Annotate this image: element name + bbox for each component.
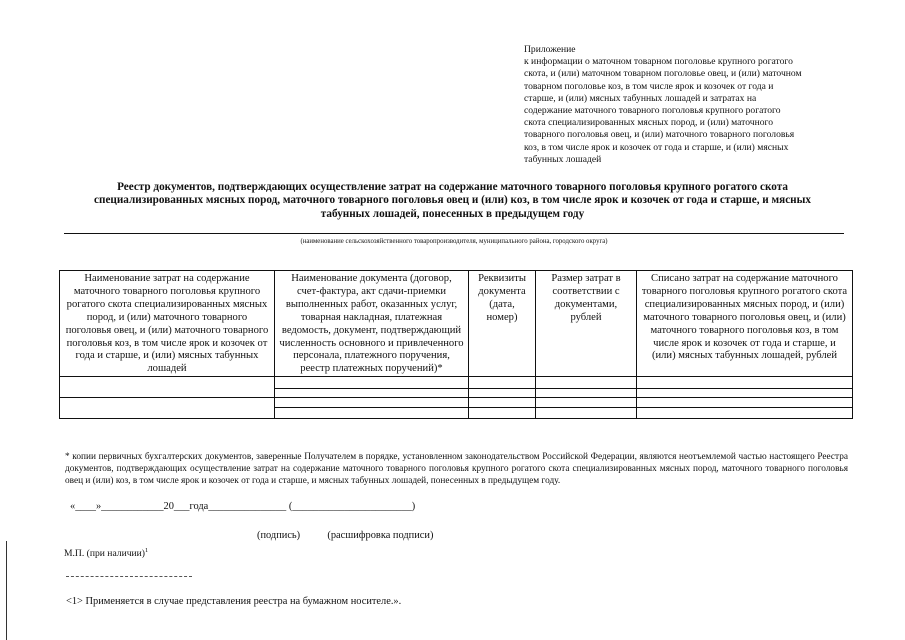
header-expense-amount: Размер затрат в соответствии с документами, рублей xyxy=(536,271,637,377)
registry-table xyxy=(59,270,853,419)
table-cell xyxy=(536,389,637,398)
signature-label: (подпись) xyxy=(257,530,301,541)
header-written-off: Списано затрат на содержание маточного товарного поголовья крупного рогатого скота специализированных мясных пород, и (или) маточного товарного поголовья овец, и (или) маточного товарного поголовья коз, в том числе ярок и козочек от года и старше, и (или) мясных табунных лошадей, рублей xyxy=(637,271,853,377)
table-cell xyxy=(536,408,637,419)
signature-labels xyxy=(257,530,433,541)
table-cell xyxy=(637,389,853,398)
organization-name-line xyxy=(64,233,844,234)
table-cell xyxy=(637,377,853,389)
header-document-name: Наименование документа (договор, счет-фактура, акт сдачи-приемки выполненных работ, оказанных услуг, товарная накладная, платежная ведомость, документ, подтверждающий численность основного и привлеченного персонала, платежного поручения, реестр платежных поручений)* xyxy=(275,271,469,377)
table-cell xyxy=(275,398,469,408)
stamp-placeholder xyxy=(64,547,148,559)
date-signature-line: «____»____________20___года_______________ (_______________________) xyxy=(70,501,416,512)
paper-note: <1> Применяется в случае представления реестра на бумажном носителе.». xyxy=(66,596,402,607)
appendix-line: скота, и (или) маточном товарном поголовье овец, и (или) маточном xyxy=(524,68,802,80)
table-cell xyxy=(469,389,536,398)
appendix-line: содержание маточного товарного поголовья крупного рогатого xyxy=(524,105,781,117)
table-cell xyxy=(637,408,853,419)
table-header-row xyxy=(60,271,853,377)
table-cell xyxy=(637,398,853,408)
table-cell xyxy=(275,377,469,389)
title-line: Реестр документов, подтверждающих осуществление затрат на содержание маточного товарного поголовья крупного рогатого скота xyxy=(117,181,788,193)
appendix-line: к информации о маточном товарном поголовье крупного рогатого xyxy=(524,56,793,68)
table-row xyxy=(60,398,853,408)
stamp-label: М.П. (при наличии) xyxy=(64,548,145,560)
table-cell xyxy=(60,377,275,398)
stamp-footnote-mark: 1 xyxy=(145,547,149,554)
scan-margin-line xyxy=(6,541,7,640)
header-expense-name: Наименование затрат на содержание маточного товарного поголовья крупного рогатого скота специализированных мясных пород, и (или) маточного товарного поголовья овец, и (или) маточного товарного поголовья коз, в том числе ярок и козочек от года и старше, и (или) мясных табунных лошадей xyxy=(60,271,275,377)
table-cell xyxy=(469,398,536,408)
signature-decode-label: (расшифровка подписи) xyxy=(327,530,434,541)
appendix-line: коз, в том числе ярок и козочек от года и старше, и (или) мясных xyxy=(524,141,789,153)
appendix-line: товарного поголовья овец, и (или) маточного товарного поголовья xyxy=(524,129,795,141)
appendix-line: старше, и (или) мясных табунных лошадей и затратах на xyxy=(524,92,757,104)
appendix-line: товарном поголовье коз, в том числе ярок и козочек от года и xyxy=(524,80,774,92)
table-cell xyxy=(275,408,469,419)
document-title xyxy=(60,181,845,221)
title-line: табунных лошадей, понесенных в предыдущем году xyxy=(320,207,585,220)
appendix-line: табунных лошадей xyxy=(524,153,602,165)
appendix-line: Приложение xyxy=(524,44,576,55)
organization-caption: (наименование сельскохозяйственного товаропроизводителя, муниципального района, городского округа) xyxy=(300,238,608,245)
appendix-block xyxy=(524,44,844,166)
table-cell xyxy=(536,398,637,408)
dashed-separator xyxy=(66,576,192,577)
appendix-line: скота специализированных мясных пород, и (или) маточного xyxy=(524,117,774,129)
table-cell xyxy=(60,398,275,419)
table-row xyxy=(60,377,853,389)
table-cell xyxy=(536,377,637,389)
table-cell xyxy=(275,389,469,398)
title-line: специализированных мясных пород, маточного товарного поголовья овец и (или) коз, в том числе ярок и козочек от года и старше, и мясных xyxy=(94,194,811,207)
header-document-details: Реквизиты документа (дата, номер) xyxy=(469,271,536,377)
table-cell xyxy=(469,377,536,389)
footnote: * копии первичных бухгалтерских документов, заверенные Получателем в порядке, установленном законодательством Российской Федерации, являются неотъемлемой частью настоящего Реестра документов, подтверждающих осуществление затрат на содержание маточного товарного поголовья крупного рогатого скота специализированных мясных пород, маточного товарного поголовья овец и (или) коз, в том числе ярок и козочек от года и старше, и мясных табунных лошадей, понесенных в предыдущем году. xyxy=(65,452,848,487)
table-cell xyxy=(469,408,536,419)
